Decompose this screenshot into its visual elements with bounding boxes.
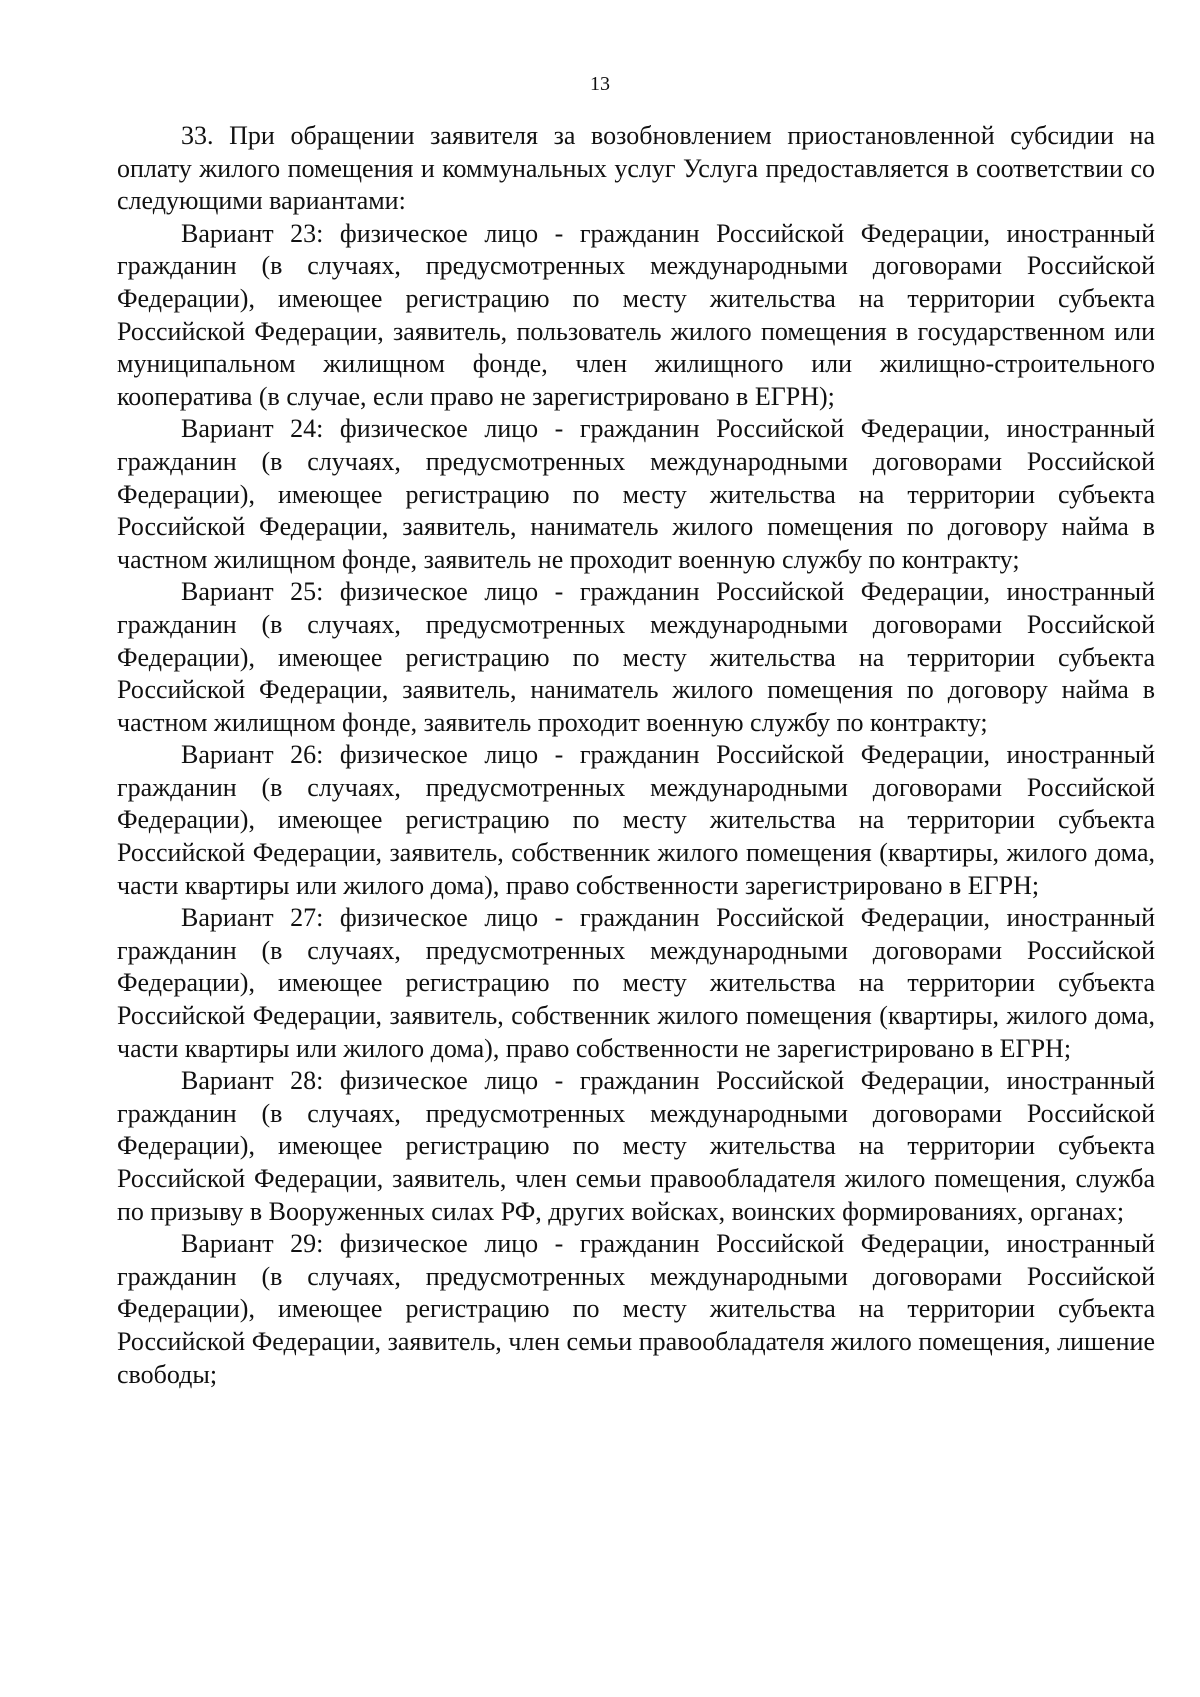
paragraph-variant-29: Вариант 29: физическое лицо - гражданин Российской Федерации, иностранный гражданин (в случаях, предусмотренных международными договорами Российской Федерации), имеющее регистрацию по месту жительства на территории субъекта Российской Федерации, заявитель, член семьи правообладателя жилого помещения, лишение свободы;: [117, 1229, 1155, 1389]
paragraph-variant-26: Вариант 26: физическое лицо - гражданин Российской Федерации, иностранный гражданин (в случаях, предусмотренных международными договорами Российской Федерации), имеющее регистрацию по месту жительства на территории субъекта Российской Федерации, заявитель, собственник жилого помещения (квартиры, жилого дома, части квартиры или жилого дома), право собственности зарегистрировано в ЕГРН;: [117, 740, 1155, 900]
document-body: [117, 120, 1155, 1391]
paragraph-variant-28: Вариант 28: физическое лицо - гражданин Российской Федерации, иностранный гражданин (в случаях, предусмотренных международными договорами Российской Федерации), имеющее регистрацию по месту жительства на территории субъекта Российской Федерации, заявитель, член семьи правообладателя жилого помещения, служба по призыву в Вооруженных силах РФ, других войсках, воинских формированиях, органах;: [117, 1066, 1155, 1226]
paragraph-intro: 33. При обращении заявителя за возобновлением приостановленной субсидии на оплату жилого помещения и коммунальных услуг Услуга предоставляется в соответствии со следующими вариантами:: [117, 121, 1155, 216]
paragraph-variant-24: Вариант 24: физическое лицо - гражданин Российской Федерации, иностранный гражданин (в случаях, предусмотренных международными договорами Российской Федерации), имеющее регистрацию по месту жительства на территории субъекта Российской Федерации, заявитель, наниматель жилого помещения по договору найма в частном жилищном фонде, заявитель не проходит военную службу по контракту;: [117, 414, 1155, 574]
paragraph-variant-25: Вариант 25: физическое лицо - гражданин Российской Федерации, иностранный гражданин (в случаях, предусмотренных международными договорами Российской Федерации), имеющее регистрацию по месту жительства на территории субъекта Российской Федерации, заявитель, наниматель жилого помещения по договору найма в частном жилищном фонде, заявитель проходит военную службу по контракту;: [117, 577, 1155, 737]
page-number: 13: [590, 73, 610, 95]
paragraph-variant-27: Вариант 27: физическое лицо - гражданин Российской Федерации, иностранный гражданин (в случаях, предусмотренных международными договорами Российской Федерации), имеющее регистрацию по месту жительства на территории субъекта Российской Федерации, заявитель, собственник жилого помещения (квартиры, жилого дома, части квартиры или жилого дома), право собственности не зарегистрировано в ЕГРН;: [117, 903, 1155, 1063]
paragraph-variant-23: Вариант 23: физическое лицо - гражданин Российской Федерации, иностранный гражданин (в случаях, предусмотренных международными договорами Российской Федерации), имеющее регистрацию по месту жительства на территории субъекта Российской Федерации, заявитель, пользователь жилого помещения в государственном или муниципальном жилищном фонде, член жилищного или жилищно-строительного кооператива (в случае, если право не зарегистрировано в ЕГРН);: [117, 218, 1155, 411]
